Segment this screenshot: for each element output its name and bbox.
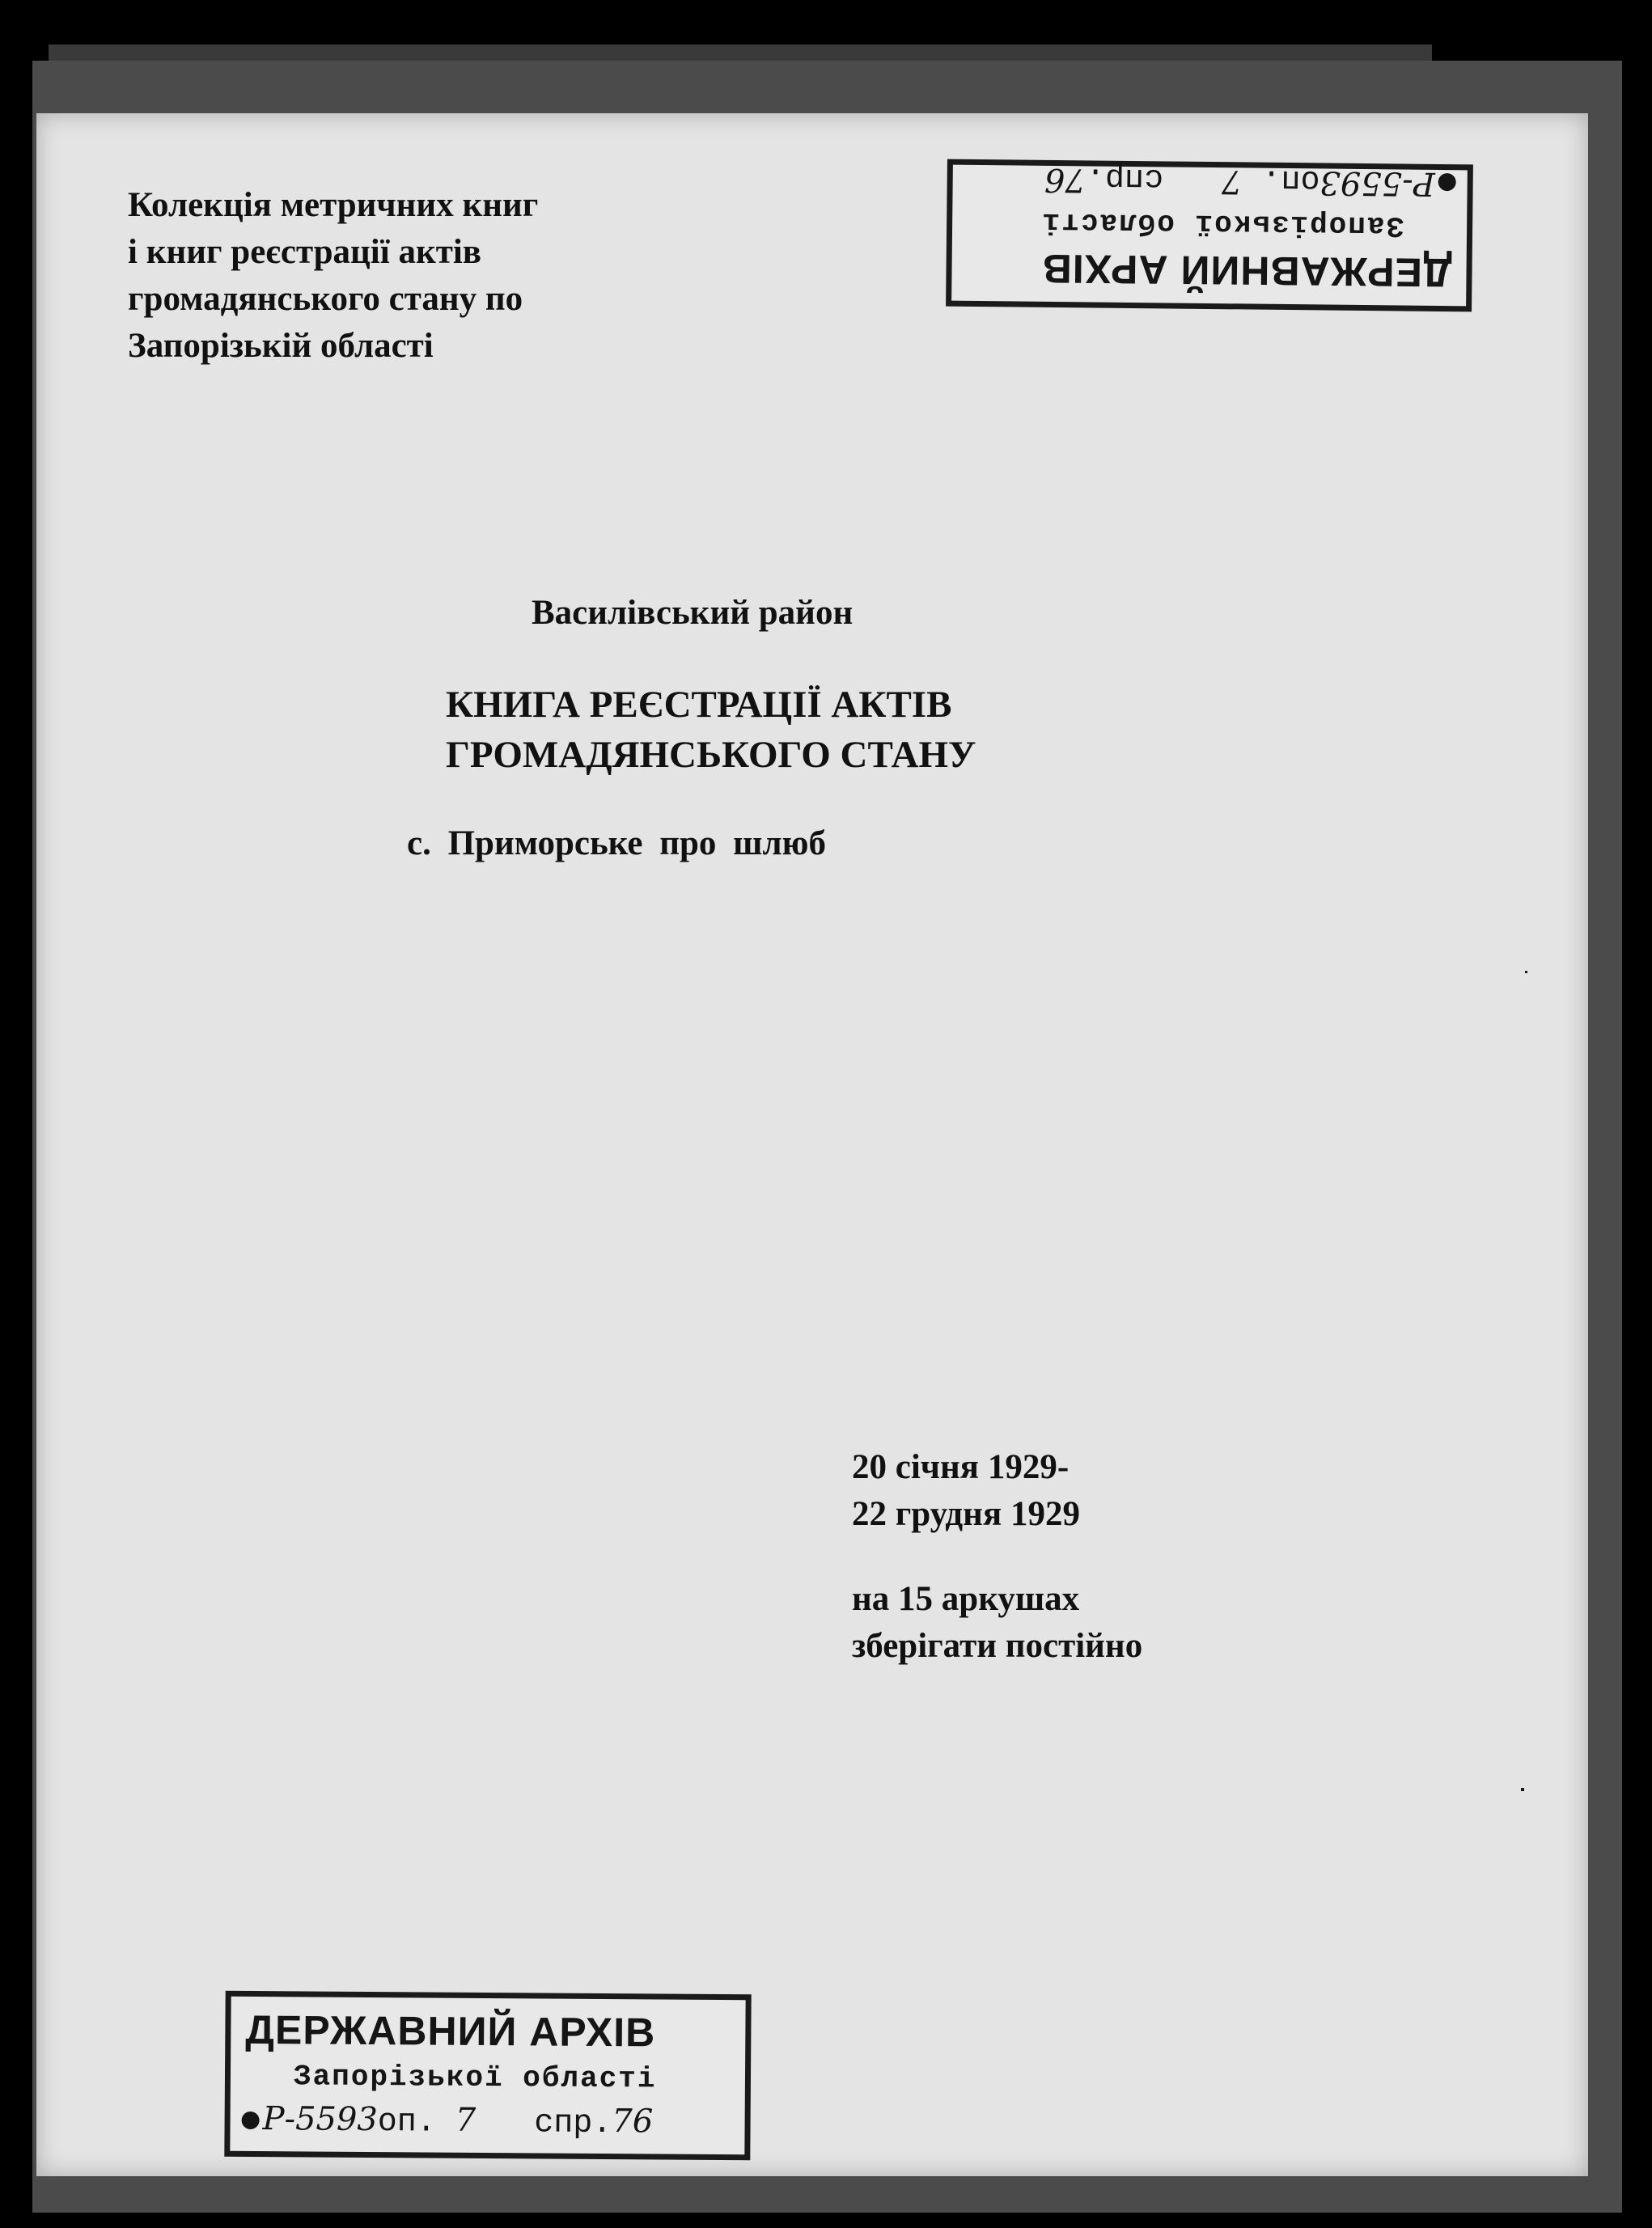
- document-page: [36, 113, 1588, 2176]
- stamp-fund: Р-5593: [1319, 163, 1435, 202]
- stamp-spr-value: 76: [1044, 160, 1087, 199]
- stamp-fund: Р-5593: [262, 2100, 379, 2139]
- retention-note: зберігати постійно: [852, 1627, 1143, 1665]
- sheet-count: на 15 аркушах: [852, 1580, 1080, 1618]
- collection-line: Запорізькій області: [128, 327, 434, 365]
- paper-speck: [1525, 971, 1527, 973]
- book-title-line: ГРОМАДЯНСЬКОГО СТАНУ: [446, 734, 976, 776]
- stamp-reference: [241, 2100, 653, 2143]
- village-subject-line: с. Приморське про шлюб: [407, 824, 826, 862]
- stamp-title: ДЕРЖАВНИЙ АРХІВ: [1041, 245, 1452, 296]
- stamp-reference: [1044, 159, 1456, 202]
- stamp-op-value: 7: [1221, 163, 1243, 201]
- stamp-dot-icon: [1438, 173, 1456, 191]
- archive-stamp-bottom: [224, 1991, 751, 2161]
- date-start: 20 січня 1929-: [852, 1448, 1070, 1486]
- sheet-info: [852, 1576, 1142, 1670]
- stamp-dot-icon: [242, 2112, 260, 2129]
- district-name: Василівський район: [532, 594, 854, 632]
- stamp-spr-label: спр.: [1085, 159, 1164, 197]
- date-range: [852, 1444, 1080, 1538]
- book-title: [446, 680, 976, 780]
- stamp-spr-value: 76: [612, 2103, 654, 2141]
- stamp-op-label: оп.: [1261, 160, 1320, 198]
- book-title-line: КНИГА РЕЄСТРАЦІЇ АКТІВ: [446, 684, 952, 726]
- paper-speck: [1521, 1788, 1524, 1791]
- collection-line: громадянського стану по: [128, 280, 523, 318]
- collection-line: Колекція метричних книг: [128, 186, 539, 224]
- stamp-op-value: 7: [455, 2101, 477, 2139]
- collection-line: і книг реєстрації актів: [128, 233, 482, 271]
- date-end: 22 грудня 1929: [852, 1495, 1080, 1533]
- stamp-op-label: оп.: [377, 2104, 436, 2141]
- stamp-region: Запорізької області: [293, 2060, 657, 2096]
- stamp-spr-label: спр.: [534, 2105, 612, 2143]
- stamp-title: ДЕРЖАВНИЙ АРХІВ: [245, 2006, 656, 2056]
- collection-heading: [128, 182, 538, 370]
- stamp-region: Запорізької області: [1040, 205, 1404, 243]
- archive-stamp-top: [946, 159, 1473, 312]
